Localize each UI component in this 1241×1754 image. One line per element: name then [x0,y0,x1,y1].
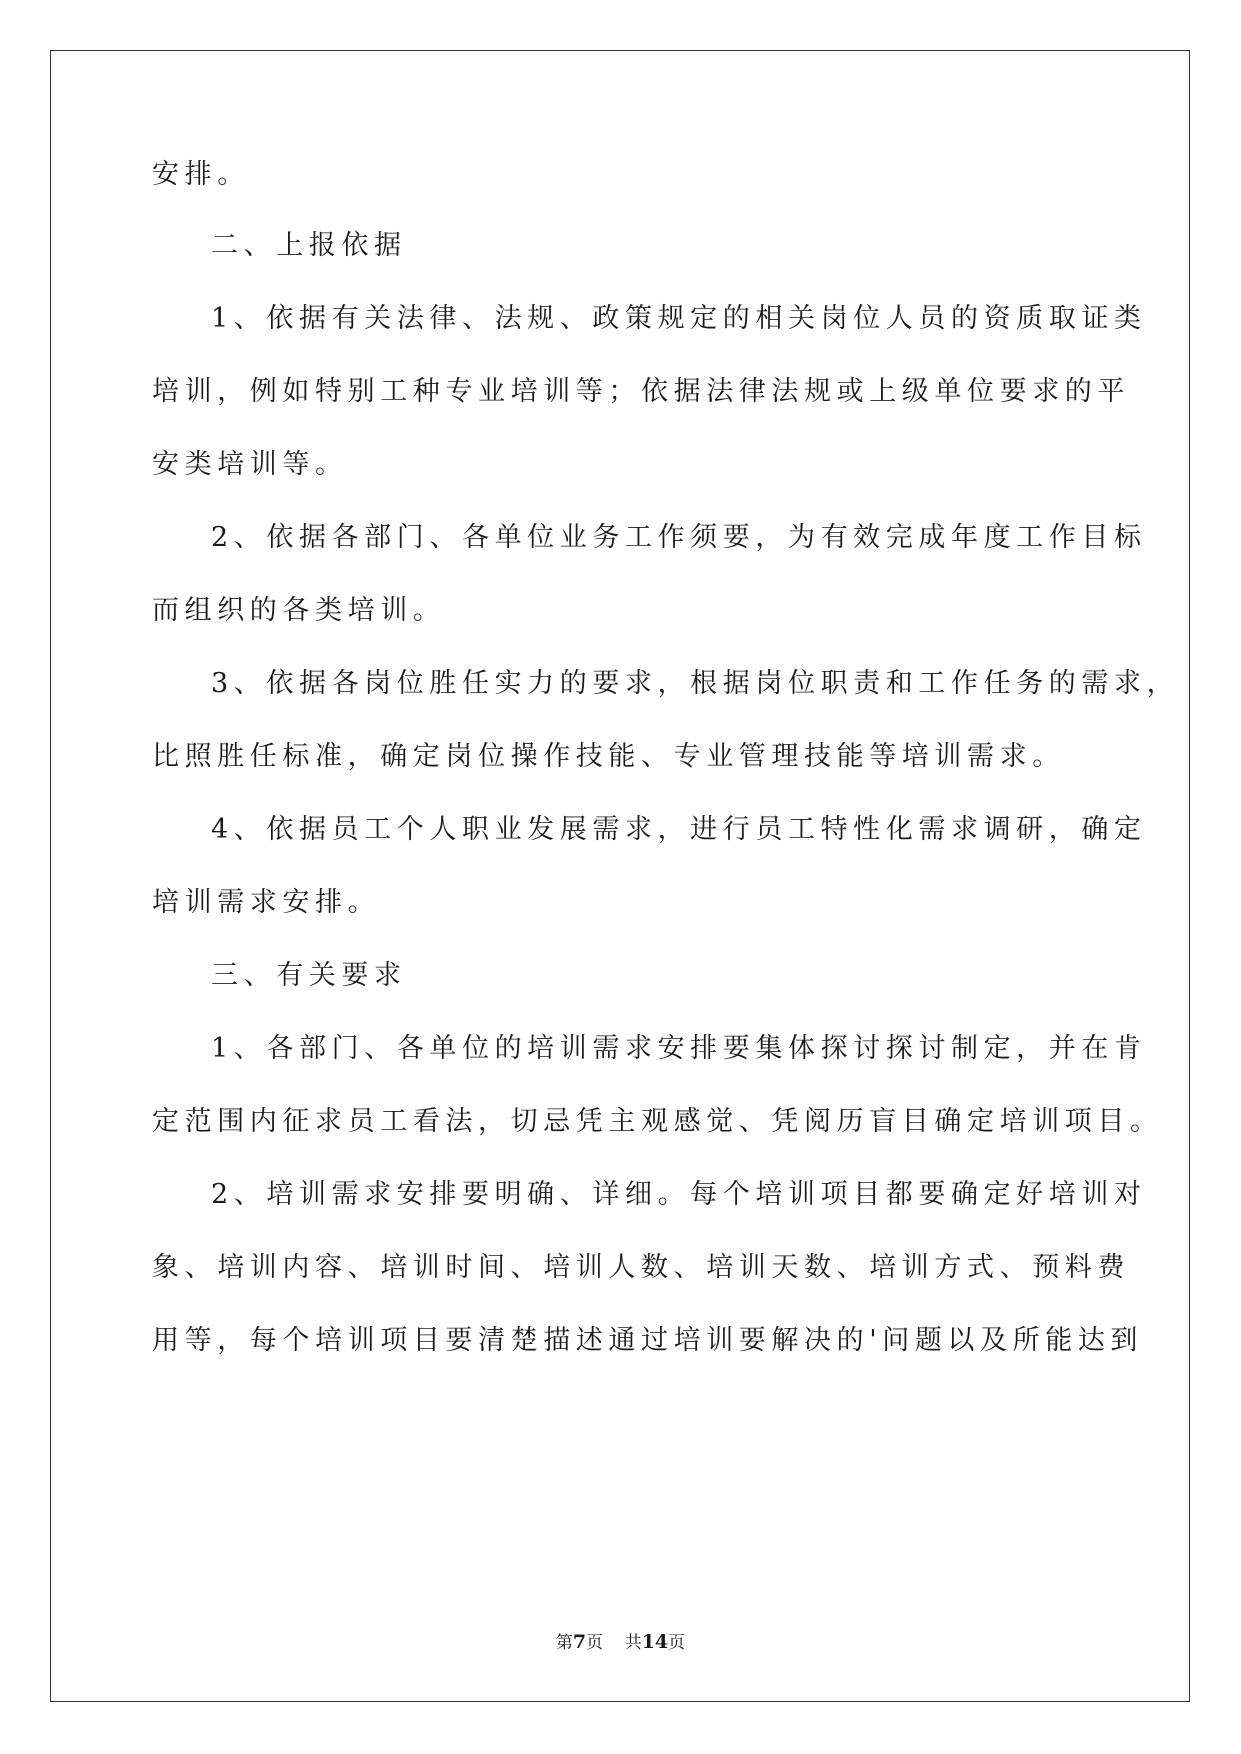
body-line-6: 2、依据各部门、各单位业务工作须要，为有效完成年度工作目标 [211,522,1147,553]
body-line-11: 培训需求安排。 [152,887,381,918]
page-footer [0,1628,1241,1653]
footer-prefix: 第 [555,1633,573,1653]
body-line-7: 而组织的各类培训。 [152,595,446,626]
footer-page-number: 7 [572,1631,587,1653]
body-line-13: 1、各部门、各单位的培训需求安排要集体探讨探讨制定，并在肯 [211,1033,1147,1064]
footer-page-suffix: 页 [586,1633,604,1653]
body-line-17: 用等，每个培训项目要清楚描述通过培训要解决的'问题以及所能达到 [152,1325,1144,1356]
section-heading-2: 二、上报依据 [211,230,407,261]
footer-total-suffix: 页 [668,1633,686,1653]
body-line-15: 2、培训需求安排要明确、详细。每个培训项目都要确定好培训对 [211,1179,1147,1210]
body-line-4: 培训，例如特别工种专业培训等；依据法律法规或上级单位要求的平 [152,376,1130,407]
body-line-9: 比照胜任标准，确定岗位操作技能、专业管理技能等培训需求。 [152,741,1065,772]
body-line-1: 安排。 [152,159,250,190]
body-line-8: 3、依据各岗位胜任实力的要求，根据岗位职责和工作任务的需求， [211,668,1180,699]
body-line-10: 4、依据员工个人职业发展需求，进行员工特性化需求调研，确定 [211,814,1147,845]
body-line-14: 定范围内征求员工看法，切忌凭主观感觉、凭阅历盲目确定培训项目。 [152,1106,1163,1137]
page-border [50,50,1190,1702]
body-line-3: 1、依据有关法律、法规、政策规定的相关岗位人员的资质取证类 [211,303,1147,334]
footer-total-pages: 14 [641,1631,669,1653]
section-heading-3: 三、有关要求 [211,960,407,991]
body-line-16: 象、培训内容、培训时间、培训人数、培训天数、培训方式、预料费 [152,1252,1130,1283]
body-line-5: 安类培训等。 [152,449,348,480]
footer-total-prefix: 共 [624,1633,642,1653]
